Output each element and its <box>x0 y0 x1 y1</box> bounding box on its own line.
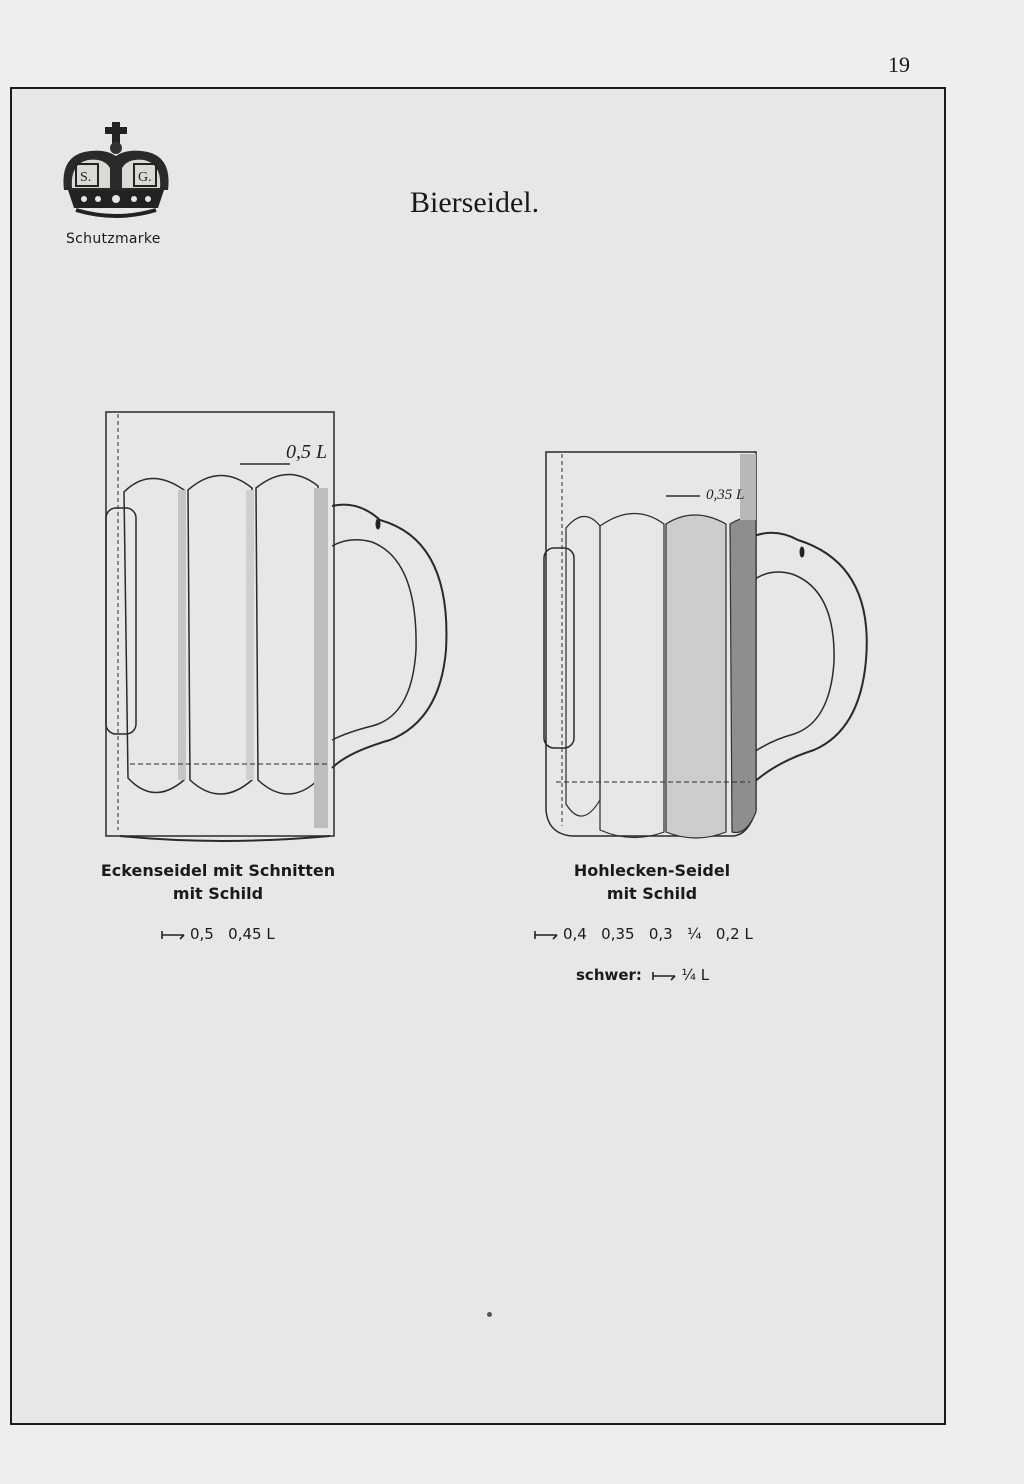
monogram-right: G. <box>138 170 152 185</box>
size-list-eckenseidel <box>160 925 275 943</box>
size-values: 0,4 0,35 0,3 ¼ 0,2 L <box>563 925 753 943</box>
size-marker-icon <box>533 929 563 941</box>
item-name: Hohlecken-Seidel <box>573 861 731 880</box>
size-marker-icon <box>651 970 681 982</box>
heavy-label: schwer: <box>576 966 642 984</box>
mug-illustration-eckenseidel <box>100 400 460 850</box>
heavy-variant-line <box>576 966 709 984</box>
monogram-left: S. <box>80 170 92 185</box>
capacity-mark-2: 0,35 L <box>706 487 745 503</box>
heavy-sizes: ¼ L <box>681 966 710 984</box>
size-list-hohlecken-seidel <box>533 925 753 943</box>
size-values: 0,5 0,45 L <box>190 925 275 943</box>
capacity-mark-1: 0,5 L <box>286 441 328 463</box>
item-caption-eckenseidel <box>86 859 350 905</box>
mug-illustration-hohlecken-seidel <box>536 440 876 850</box>
item-subtitle: mit Schild <box>172 884 264 903</box>
item-caption-hohlecken-seidel <box>530 859 774 905</box>
item-name: Eckenseidel mit Schnitten <box>100 861 336 880</box>
catalog-title: Bierseidel. <box>410 186 540 219</box>
item-subtitle: mit Schild <box>606 884 698 903</box>
trademark-label: Schutzmarke <box>66 231 161 247</box>
page-number: 19 <box>888 52 910 77</box>
ink-speck <box>487 1312 492 1317</box>
size-marker-icon <box>160 929 190 941</box>
